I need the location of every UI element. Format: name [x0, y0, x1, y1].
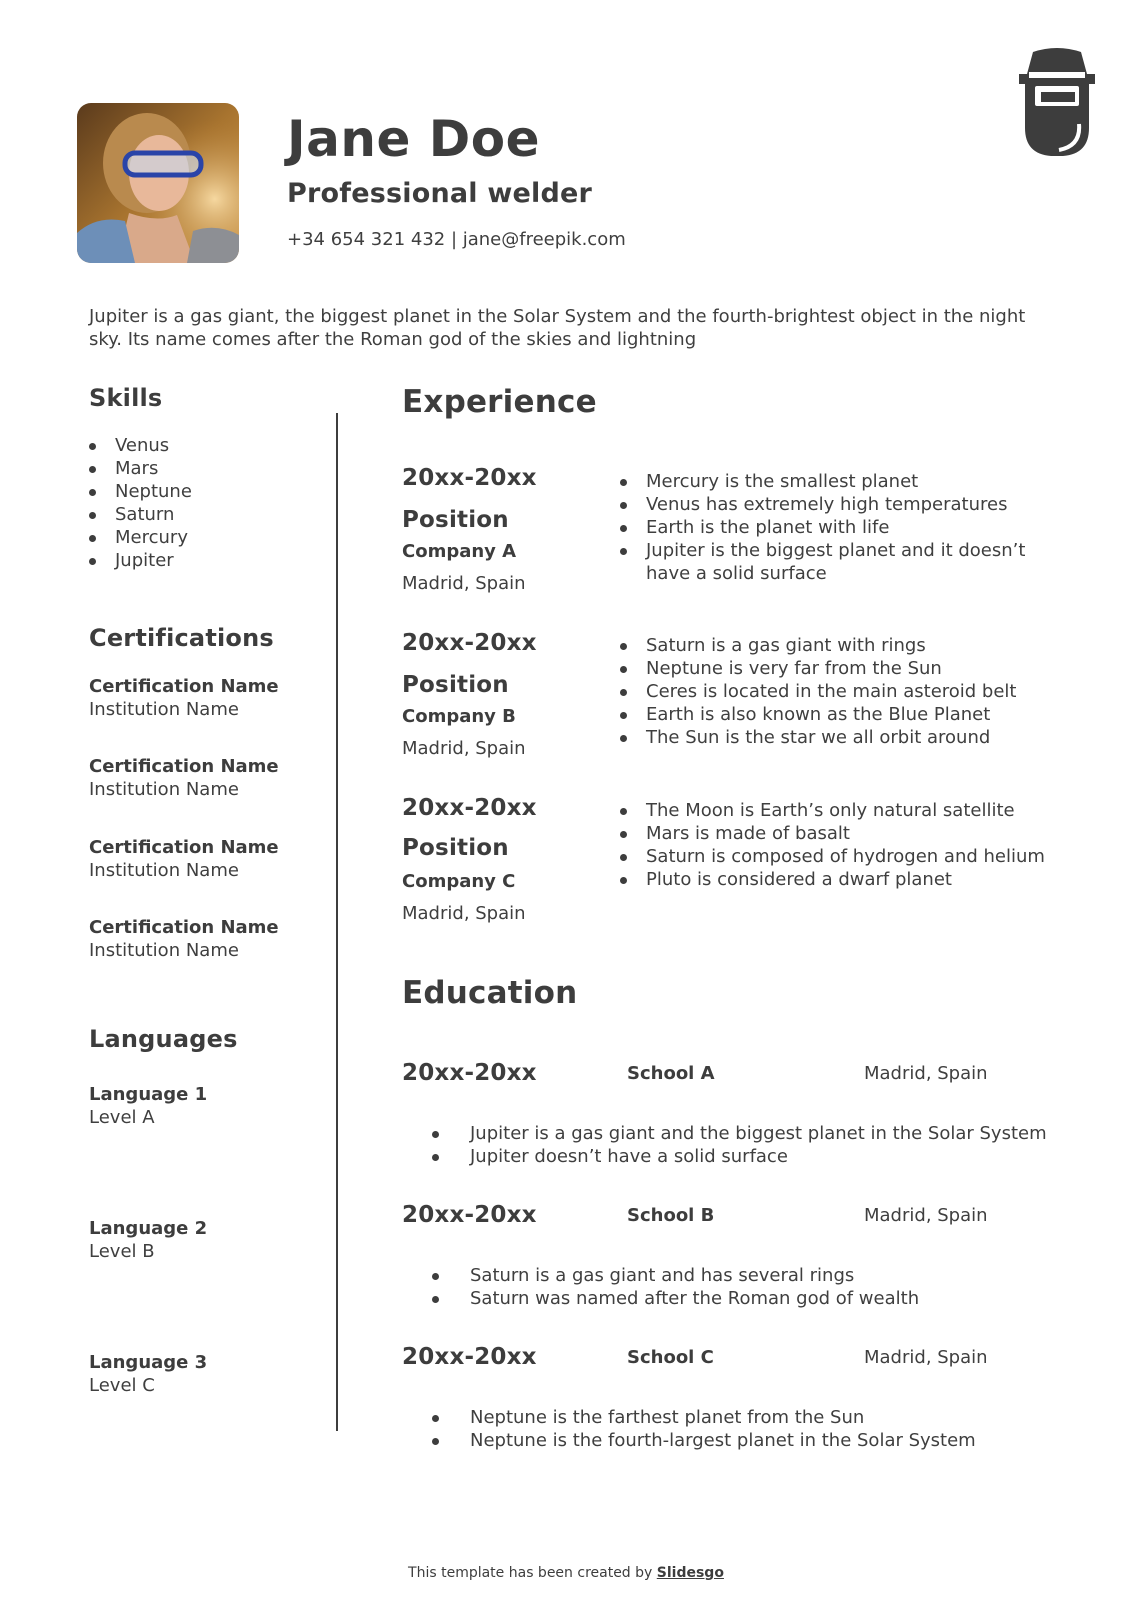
list-item: Neptune is the farthest planet from the Sun	[427, 1406, 1047, 1429]
list-item: Venus has extremely high temperatures	[620, 493, 1050, 516]
education-dates: 20xx-20xx	[402, 1202, 537, 1228]
skills-title: Skills	[89, 384, 163, 412]
footer-credit	[0, 1565, 1132, 1581]
languages-title: Languages	[89, 1025, 238, 1053]
candidate-name: Jane Doe	[287, 110, 541, 168]
language-name: Language 2	[89, 1218, 208, 1239]
list-item: The Sun is the star we all orbit around	[620, 726, 1050, 749]
list-item: Jupiter doesn’t have a solid surface	[427, 1145, 1047, 1168]
language-entry	[89, 1351, 207, 1397]
skill-item: Saturn	[89, 503, 192, 526]
skill-item: Mars	[89, 457, 192, 480]
institution-name: Institution Name	[89, 940, 239, 961]
list-item: Ceres is located in the main asteroid belt	[620, 680, 1050, 703]
language-entry	[89, 1083, 207, 1129]
education-city: Madrid, Spain	[864, 1347, 988, 1368]
institution-name: Institution Name	[89, 699, 239, 720]
list-item: Saturn is a gas giant with rings	[620, 634, 1050, 657]
slidesgo-link[interactable]: Slidesgo	[656, 1565, 724, 1581]
experience-position: Position	[402, 672, 509, 698]
institution-name: Institution Name	[89, 860, 239, 881]
experience-entry	[402, 465, 537, 491]
profile-summary: Jupiter is a gas giant, the biggest planet in the Solar System and the fourth-brightest object in the night sky. Its name comes after the Roman god of the skies and lightning	[89, 306, 1026, 350]
list-item: Mars is made of basalt	[620, 822, 1050, 845]
list-item: Earth is also known as the Blue Planet	[620, 703, 1050, 726]
list-item: Neptune is very far from the Sun	[620, 657, 1050, 680]
education-school: School A	[627, 1063, 715, 1084]
welding-helmet-icon	[1017, 46, 1097, 158]
footer-text: This template has been created by	[408, 1565, 657, 1581]
experience-position: Position	[402, 507, 509, 533]
certification-entry	[89, 836, 279, 882]
education-dates: 20xx-20xx	[402, 1344, 537, 1370]
list-item: Jupiter is a gas giant and the biggest planet in the Solar System	[427, 1122, 1047, 1145]
skill-item: Mercury	[89, 526, 192, 549]
column-divider	[336, 413, 338, 1431]
experience-city: Madrid, Spain	[402, 903, 526, 924]
welder-portrait-photo	[77, 103, 239, 263]
profile-photo	[77, 103, 239, 263]
list-item: Jupiter is the biggest planet and it doesn’t have a solid surface	[620, 539, 1050, 585]
list-item: The Moon is Earth’s only natural satellite	[620, 799, 1050, 822]
education-school: School C	[627, 1347, 714, 1368]
experience-bullets	[620, 799, 1050, 891]
experience-bullets	[620, 634, 1050, 749]
experience-company: Company A	[402, 541, 517, 562]
list-item: Saturn is a gas giant and has several rings	[427, 1264, 1047, 1287]
language-level: Level C	[89, 1375, 155, 1396]
certification-name: Certification Name	[89, 917, 279, 938]
experience-dates: 20xx-20xx	[402, 465, 537, 491]
education-school: School B	[627, 1205, 715, 1226]
certification-entry	[89, 675, 279, 721]
institution-name: Institution Name	[89, 779, 239, 800]
language-entry	[89, 1217, 207, 1263]
education-city: Madrid, Spain	[864, 1063, 988, 1084]
experience-company: Company B	[402, 706, 516, 727]
candidate-role: Professional welder	[287, 178, 593, 209]
skill-item: Jupiter	[89, 549, 192, 572]
education-title: Education	[402, 975, 578, 1011]
language-name: Language 3	[89, 1352, 208, 1373]
list-item: Saturn is composed of hydrogen and helium	[620, 845, 1050, 868]
education-bullets	[427, 1264, 1047, 1310]
list-item: Saturn was named after the Roman god of wealth	[427, 1287, 1047, 1310]
education-dates: 20xx-20xx	[402, 1060, 537, 1086]
list-item: Neptune is the fourth-largest planet in the Solar System	[427, 1429, 1047, 1452]
skill-item: Venus	[89, 434, 192, 457]
certification-entry	[89, 916, 279, 962]
language-level: Level A	[89, 1107, 155, 1128]
certification-entry	[89, 755, 279, 801]
experience-dates: 20xx-20xx	[402, 630, 537, 656]
language-name: Language 1	[89, 1084, 208, 1105]
skill-item: Neptune	[89, 480, 192, 503]
certifications-title: Certifications	[89, 624, 274, 652]
contact-info: +34 654 321 432 | jane@freepik.com	[287, 229, 626, 250]
list-item: Mercury is the smallest planet	[620, 470, 1050, 493]
experience-city: Madrid, Spain	[402, 573, 526, 594]
experience-company: Company C	[402, 871, 516, 892]
education-bullets	[427, 1122, 1047, 1168]
education-city: Madrid, Spain	[864, 1205, 988, 1226]
certification-name: Certification Name	[89, 756, 279, 777]
list-item: Pluto is considered a dwarf planet	[620, 868, 1050, 891]
certification-name: Certification Name	[89, 837, 279, 858]
list-item: Earth is the planet with life	[620, 516, 1050, 539]
language-level: Level B	[89, 1241, 155, 1262]
skills-list	[89, 434, 192, 572]
experience-title: Experience	[402, 384, 597, 420]
experience-bullets	[620, 470, 1050, 585]
experience-city: Madrid, Spain	[402, 738, 526, 759]
education-bullets	[427, 1406, 1047, 1452]
experience-dates: 20xx-20xx	[402, 795, 537, 821]
experience-position: Position	[402, 835, 509, 861]
certification-name: Certification Name	[89, 676, 279, 697]
